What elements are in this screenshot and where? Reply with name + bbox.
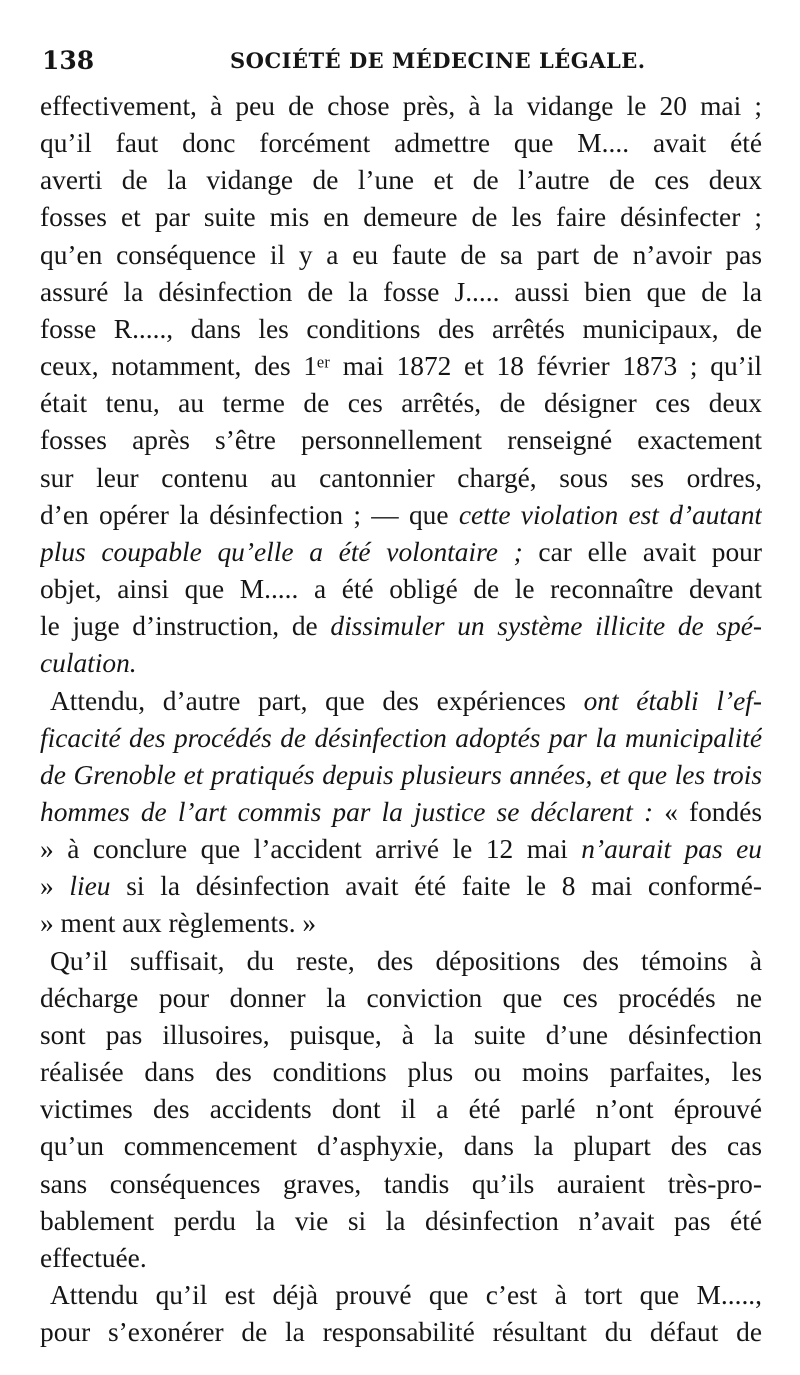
text-line: [40, 1203, 762, 1240]
text-segment: » à conclure que l’accident arrivé le 12 mai: [40, 834, 582, 865]
text-line: [40, 980, 762, 1017]
text-segment: effectivement, à peu de chose près, à la vidange le 20 mai ;: [40, 91, 762, 121]
text-line: [40, 88, 762, 125]
text-line: [40, 1128, 762, 1165]
text-line: [40, 1054, 762, 1091]
text-line: [40, 1277, 762, 1314]
italic-text: cette violation est d’autant: [458, 499, 762, 530]
page-number: 138: [42, 46, 95, 75]
text-segment: qu’il faut donc forcément admettre que M.... avait été: [40, 128, 762, 159]
text-line: [40, 831, 762, 868]
text-segment: »: [40, 871, 70, 902]
text-line: [40, 348, 762, 385]
text-line: [40, 571, 762, 608]
text-segment: sont pas illusoires, puisque, à la suite d’une désinfection: [40, 1019, 762, 1050]
text-line: [40, 422, 762, 459]
text-segment: objet, ainsi que M..... a été obligé de le reconnaître devant: [40, 574, 762, 605]
text-line: [40, 497, 762, 534]
body-text: [40, 88, 762, 1351]
text-line: [40, 1091, 762, 1128]
text-line: [40, 1240, 762, 1277]
text-segment: d’en opérer la désinfection ; — que: [40, 499, 459, 530]
text-segment: Attendu qu’il est déjà prouvé que c’est à tort que M.....,: [50, 1280, 762, 1310]
italic-text: n’aurait pas eu: [581, 834, 762, 865]
text-segment: bablement perdu la vie si la désinfection n’avait pas été: [40, 1205, 762, 1236]
text-line: [40, 720, 762, 757]
text-segment: fosses et par suite mis en demeure de les faire désinfecter ;: [40, 202, 762, 233]
italic-text: de Grenoble et pratiqués depuis plusieurs années, et que les trois: [40, 759, 762, 790]
text-line: [40, 645, 762, 682]
text-line: [40, 237, 762, 274]
text-line: [40, 608, 762, 645]
text-line: [40, 1017, 762, 1054]
running-title: SOCIÉTÉ DE MÉDECINE LÉGALE.: [230, 48, 646, 73]
text-line: [40, 199, 762, 236]
italic-text: hommes de l’art commis par la justice se déclarent :: [40, 796, 654, 827]
text-segment: si la désinfection avait été faite le 8 mai conformé-: [110, 871, 762, 902]
text-line: [40, 943, 762, 980]
text-line: [40, 757, 762, 794]
text-line: [40, 1314, 762, 1351]
text-segment: victimes des accidents dont il a été parlé n’ont éprouvé: [40, 1094, 762, 1125]
text-line: [40, 868, 762, 905]
text-line: [40, 794, 762, 831]
text-line: [40, 1166, 762, 1203]
text-segment: car elle avait pour: [522, 536, 762, 567]
italic-text: plus coupable qu’elle a été volontaire ;: [40, 536, 523, 567]
text-segment: fosses après s’être personnellement renseigné exactement: [40, 425, 762, 456]
text-segment: décharge pour donner la conviction que ces procédés ne: [40, 982, 762, 1013]
text-line: [40, 274, 762, 311]
italic-text: ficacité des procédés de désinfection adoptés par la municipalité: [40, 722, 762, 753]
text-segment: qu’un commencement d’asphyxie, dans la plupart des cas: [40, 1131, 762, 1162]
text-line: [40, 683, 762, 720]
running-head: [40, 40, 762, 84]
text-segment: sur leur contenu au cantonnier chargé, sous ses ordres,: [40, 462, 762, 493]
text-line: [40, 162, 762, 199]
text-segment: averti de la vidange de l’une et de l’autre de ces deux: [40, 165, 762, 196]
italic-text: dissimuler un système illicite de spé-: [330, 611, 762, 642]
text-line: [40, 460, 762, 497]
text-segment: était tenu, au terme de ces arrêtés, de désigner ces deux: [40, 388, 762, 419]
text-segment: le juge d’instruction, de: [40, 611, 331, 642]
text-line: [40, 385, 762, 422]
text-line: [40, 311, 762, 348]
text-segment: pour s’exonérer de la responsabilité résultant du défaut de: [40, 1317, 762, 1348]
italic-text: culation.: [40, 648, 137, 679]
text-segment: assuré la désinfection de la fosse J..... aussi bien que de la: [40, 276, 762, 307]
text-line: [40, 534, 762, 571]
text-line: [40, 905, 762, 942]
italic-text: lieu: [69, 871, 111, 902]
text-segment: sans conséquences graves, tandis qu’ils auraient très-pro-: [40, 1168, 762, 1199]
text-segment: » ment aux règlements. »: [40, 908, 317, 939]
text-segment: ceux, notamment, des 1ᵉʳ mai 1872 et 18 février 1873 ; qu’il: [40, 351, 762, 382]
text-segment: Attendu, d’autre part, que des expériences: [50, 685, 584, 716]
text-segment: réalisée dans des conditions plus ou moins parfaites, les: [40, 1057, 762, 1088]
italic-text: ont établi l’ef-: [583, 685, 762, 716]
text-line: [40, 125, 762, 162]
text-segment: fosse R....., dans les conditions des arrêtés municipaux, de: [40, 313, 762, 344]
text-segment: effectuée.: [40, 1242, 147, 1273]
text-segment: « fondés: [653, 796, 762, 827]
text-segment: qu’en conséquence il y a eu faute de sa part de n’avoir pas: [40, 239, 762, 270]
text-segment: Qu’il suffisait, du reste, des dépositions des témoins à: [50, 945, 762, 976]
